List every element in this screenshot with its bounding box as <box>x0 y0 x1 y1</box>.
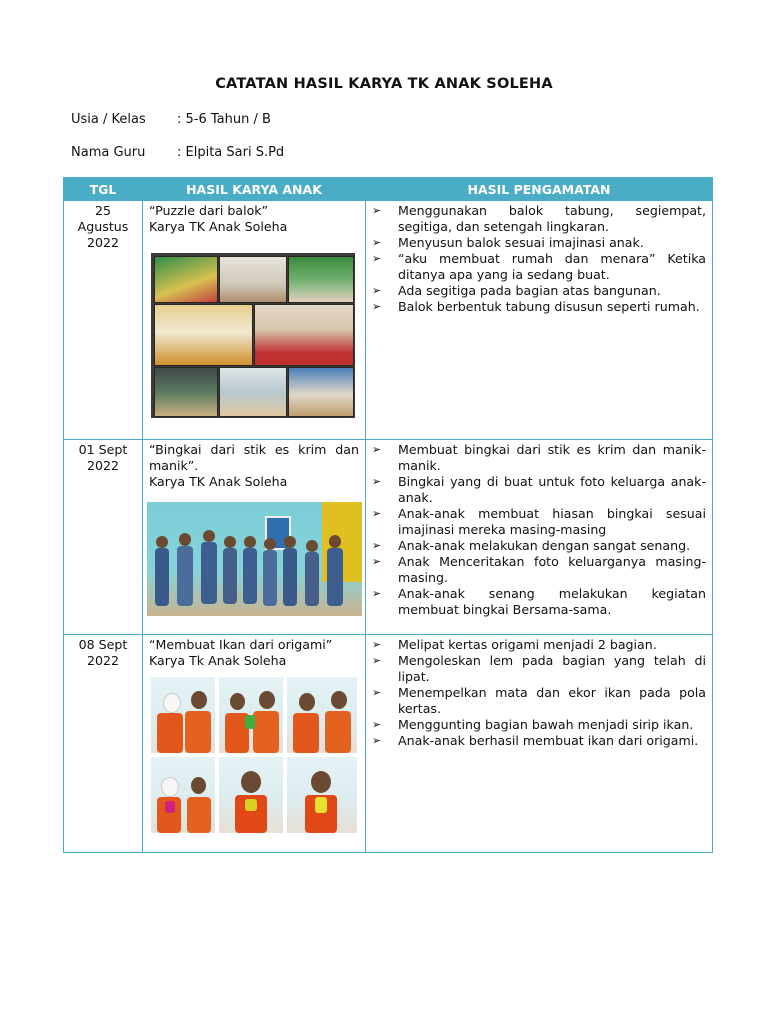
arrow-bullet-icon: ➢ <box>372 236 382 249</box>
arrow-bullet-icon: ➢ <box>372 587 382 600</box>
arrow-bullet-icon: ➢ <box>372 204 382 217</box>
observation-cell <box>366 440 713 635</box>
arrow-bullet-icon: ➢ <box>372 555 382 568</box>
header-pengamatan: HASIL PENGAMATAN <box>366 178 713 201</box>
list-item: ➢ Menempelkan mata dan ekor ikan pada pola kertas. <box>372 685 706 716</box>
arrow-bullet-icon: ➢ <box>372 654 382 667</box>
date-line: 08 Sept <box>78 637 128 652</box>
arrow-bullet-icon: ➢ <box>372 443 382 456</box>
observation-list <box>372 203 706 315</box>
table-row <box>64 635 713 853</box>
karya-sub: Karya Tk Anak Soleha <box>149 653 287 668</box>
group-photo <box>147 502 362 616</box>
table-row <box>64 440 713 635</box>
karya-sub: Karya TK Anak Soleha <box>149 219 288 234</box>
date-line: 2022 <box>86 653 120 668</box>
observation-table <box>63 177 713 853</box>
date-line: Agustus <box>77 219 129 234</box>
list-item: ➢ Melipat kertas origami menjadi 2 bagian. <box>372 637 657 652</box>
date-line: 25 <box>94 203 112 218</box>
observation-list <box>372 637 706 749</box>
list-item: ➢ Membuat bingkai dari stik es krim dan manik-manik. <box>372 442 706 473</box>
header-karya: HASIL KARYA ANAK <box>143 178 366 201</box>
observation-cell <box>366 635 713 853</box>
date-line: 2022 <box>86 458 120 473</box>
info-value: : 5-6 Tahun / B <box>177 112 271 127</box>
date-cell <box>64 440 143 635</box>
arrow-bullet-icon: ➢ <box>372 638 382 651</box>
list-item: ➢ Anak-anak membuat hiasan bingkai sesuai imajinasi mereka masing-masing <box>372 506 706 537</box>
list-item: ➢ Anak-anak berhasil membuat ikan dari origami. <box>372 733 699 748</box>
activity-photo-collage <box>151 253 355 418</box>
list-item: ➢ Menggunting bagian bawah menjadi sirip ikan. <box>372 717 694 732</box>
karya-cell <box>143 635 366 853</box>
observation-cell <box>366 201 713 440</box>
origami-photo-collage <box>149 677 359 835</box>
karya-sub: Karya TK Anak Soleha <box>149 474 288 489</box>
list-item: ➢ Menggunakan balok tabung, segiempat, segitiga, dan setengah lingkaran. <box>372 203 706 234</box>
arrow-bullet-icon: ➢ <box>372 539 382 552</box>
arrow-bullet-icon: ➢ <box>372 718 382 731</box>
arrow-bullet-icon: ➢ <box>372 734 382 747</box>
karya-title: “Membuat Ikan dari origami” <box>149 637 333 652</box>
list-item: ➢ Mengoleskan lem pada bagian yang telah di lipat. <box>372 653 706 684</box>
document-title: CATATAN HASIL KARYA TK ANAK SOLEHA <box>215 76 553 92</box>
observation-list <box>372 442 706 618</box>
arrow-bullet-icon: ➢ <box>372 252 382 265</box>
info-label: Nama Guru <box>71 145 146 160</box>
karya-cell <box>143 440 366 635</box>
date-cell <box>64 635 143 853</box>
info-value: : Elpita Sari S.Pd <box>177 145 285 160</box>
list-item: ➢ Anak-anak senang melakukan kegiatan membuat bingkai Bersama-sama. <box>372 586 706 617</box>
karya-cell <box>143 201 366 440</box>
info-row-teacher <box>71 145 284 160</box>
list-item: ➢ Menyusun balok sesuai imajinasi anak. <box>372 235 644 250</box>
info-row-class <box>71 112 271 127</box>
arrow-bullet-icon: ➢ <box>372 686 382 699</box>
karya-title: “Puzzle dari balok” <box>149 203 269 218</box>
list-item: ➢ Anak-anak melakukan dengan sangat senang. <box>372 538 691 553</box>
table-header-row <box>64 178 713 201</box>
arrow-bullet-icon: ➢ <box>372 507 382 520</box>
header-tgl: TGL <box>64 178 143 201</box>
list-item: ➢ Balok berbentuk tabung disusun seperti rumah. <box>372 299 700 314</box>
list-item: ➢ Ada segitiga pada bagian atas bangunan. <box>372 283 661 298</box>
arrow-bullet-icon: ➢ <box>372 475 382 488</box>
table-row <box>64 201 713 440</box>
date-line: 2022 <box>86 235 120 250</box>
list-item: ➢ Anak Menceritakan foto keluarganya masing-masing. <box>372 554 706 585</box>
info-label: Usia / Kelas <box>71 112 146 127</box>
arrow-bullet-icon: ➢ <box>372 284 382 297</box>
arrow-bullet-icon: ➢ <box>372 300 382 313</box>
date-cell <box>64 201 143 440</box>
karya-title: “Bingkai dari stik es krim dan manik”. <box>149 442 359 473</box>
date-line: 01 Sept <box>78 442 128 457</box>
list-item: ➢ Bingkai yang di buat untuk foto keluarga anak-anak. <box>372 474 706 505</box>
list-item: ➢ “aku membuat rumah dan menara” Ketika ditanya apa yang ia sedang buat. <box>372 251 706 282</box>
